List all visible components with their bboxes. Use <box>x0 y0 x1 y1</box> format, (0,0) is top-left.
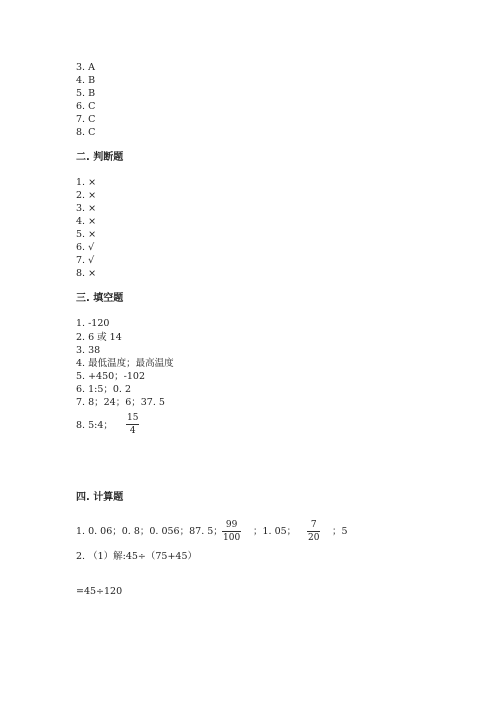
fraction-bar <box>126 424 139 425</box>
fraction <box>307 520 320 543</box>
answer-line: 8. C <box>76 127 96 138</box>
answer-line: 5. × <box>76 229 97 240</box>
answer-line: 1. × <box>76 177 97 188</box>
answer-line: 3. A <box>76 62 95 73</box>
fraction-bar <box>222 531 241 532</box>
answer-line: 8. × <box>76 268 97 279</box>
answer-line: 7. 8；24；6；37. 5 <box>76 397 165 408</box>
answer-line: 7. C <box>76 114 96 125</box>
answer-line: 1. -120 <box>76 318 110 329</box>
section-title-fill-blank: 三. 填空题 <box>76 293 124 304</box>
answer-text: ；5 <box>332 526 348 537</box>
answer-line: 8. 5:4； <box>76 420 113 431</box>
answer-line: 7. √ <box>76 255 95 266</box>
answer-line: 5. B <box>76 88 96 99</box>
fraction-denominator: 4 <box>129 426 136 436</box>
answer-line: 6. 1:5；0. 2 <box>76 384 132 395</box>
answer-line: 2. 6 或 14 <box>76 332 122 343</box>
fraction <box>222 520 241 543</box>
answer-line: 6. C <box>76 101 96 112</box>
fraction-denominator: 100 <box>223 533 241 543</box>
answer-line: 4. B <box>76 75 96 86</box>
fraction-denominator: 20 <box>308 533 320 543</box>
answer-line: 4. 最低温度；最高温度 <box>76 358 174 369</box>
fraction-numerator: 7 <box>310 520 317 530</box>
fraction <box>126 413 139 436</box>
section-title-calculation: 四. 计算题 <box>76 492 124 503</box>
answer-line: 4. × <box>76 216 97 227</box>
answer-line: 6. √ <box>76 242 95 253</box>
answer-text: ；1. 05； <box>253 526 297 537</box>
fraction-numerator: 99 <box>225 520 238 530</box>
answer-line: 2. （1）解:45÷（75+45） <box>76 551 198 562</box>
answer-line: =45÷120 <box>76 586 123 597</box>
answer-line: 3. 38 <box>76 345 101 356</box>
answer-line: 3. × <box>76 203 97 214</box>
answer-line: 1. 0. 06；0. 8；0. 056；87. 5； <box>76 526 223 537</box>
answer-line: 2. × <box>76 190 97 201</box>
answer-line: 5. +450；-102 <box>76 371 146 382</box>
fraction-bar <box>307 531 320 532</box>
fraction-numerator: 15 <box>127 413 139 423</box>
section-title-judgement: 二. 判断题 <box>76 152 124 163</box>
